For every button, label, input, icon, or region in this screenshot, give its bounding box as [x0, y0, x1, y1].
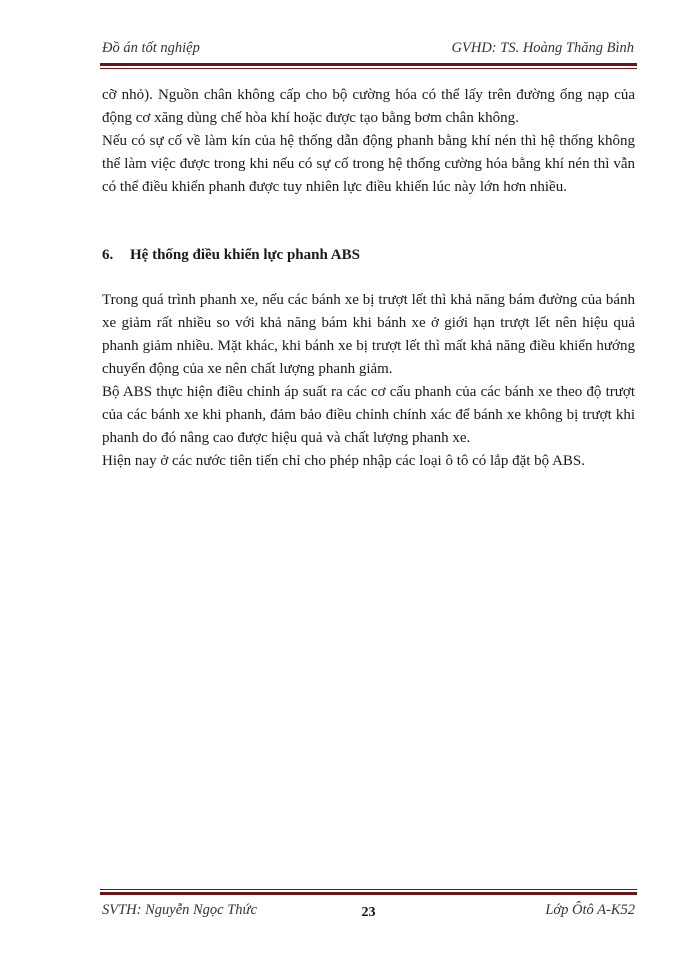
section-title: Hệ thống điều khiển lực phanh ABS — [130, 247, 360, 263]
page-number: 23 — [361, 905, 376, 920]
section-number: 6. — [102, 247, 114, 263]
header-divider — [100, 63, 637, 70]
footer-class: Lớp Ôtô A-K52 — [545, 902, 635, 918]
paragraph-line: Bộ ABS thực hiện điều chỉnh áp suất ra các cơ cấu phanh của các bánh xe theo độ trượt của các bánh xe khi phanh, đảm bảo điều chỉnh chính xác để bánh xe không bị trượt khi phanh do đó nâng cao được hiệu quả và chất lượng phanh xe. — [102, 384, 635, 446]
footer-student: SVTH: Nguyễn Ngọc Thức — [102, 902, 257, 918]
paragraph-abs — [102, 289, 635, 473]
header-thesis-title: Đồ án tốt nghiệp — [102, 40, 200, 56]
paragraph-line: cỡ nhỏ). Nguồn chân không cấp cho bộ cường hóa có thể lấy trên đường ống nạp của động cơ xăng dùng chế hòa khí hoặc được tạo bằng bơm chân không. — [102, 87, 635, 126]
paragraph-line: Trong quá trình phanh xe, nếu các bánh xe bị trượt lết thì khả năng bám đường của bánh xe giảm rất nhiều so với khả năng bám khi bánh xe ở giới hạn trượt lết nên hiệu quả phanh giảm nhiều. Mặt khác, khi bánh xe bị trượt lết thì mất khả năng điều khiển hướng chuyển động của xe nên chất lượng phanh giảm. — [102, 292, 635, 377]
page-footer — [102, 902, 635, 924]
paragraph-line: Hiện nay ở các nước tiên tiến chỉ cho phép nhập các loại ô tô có lắp đặt bộ ABS. — [102, 453, 586, 469]
paragraph-vacuum-booster — [102, 84, 635, 199]
page-header — [102, 40, 634, 62]
paragraph-line: Nếu có sự cố về làm kín của hệ thống dẫn động phanh bằng khí nén thì hệ thống không thể làm việc được trong khi nếu có sự cố trong hệ thống cường hóa bằng khí nén thì vẫn có thể điều khiển phanh được tuy nhiên lực điều khiển lúc này lớn hơn nhiều. — [102, 133, 635, 195]
header-supervisor: GVHD: TS. Hoàng Thăng Bình — [451, 40, 634, 56]
section-heading — [102, 244, 635, 267]
footer-divider — [100, 889, 637, 896]
